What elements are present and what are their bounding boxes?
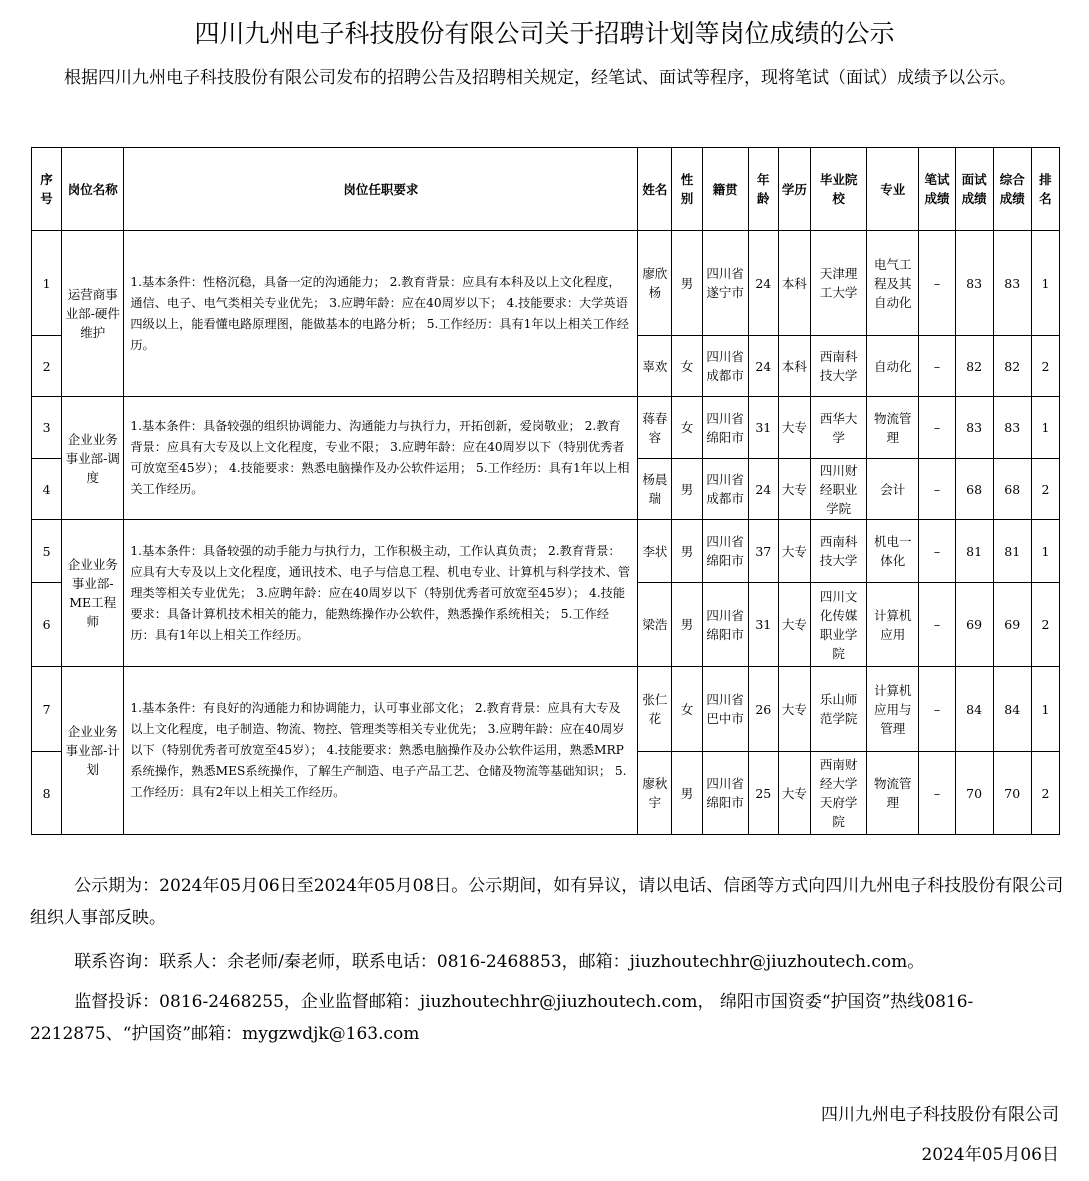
origin-cell: 四川省绵阳市 [702, 520, 748, 583]
name-cell: 廖欣杨 [638, 231, 672, 336]
school-cell: 西南科技大学 [810, 336, 866, 397]
total-score-cell: 82 [993, 336, 1031, 397]
position-requirement-cell: 1.基本条件：性格沉稳，具备一定的沟通能力； 2.教育背景：应具有本科及以上文化程度，通信、电子、电气类相关专业优先； 3.应聘年龄：应在40周岁以下； 4.技能要求：大学英语四级以上，能看懂电路原理图，能做基本的电路分析； 5.工作经历：具有1年以上相关工作经历。 [124, 231, 638, 397]
written-score-cell: – [919, 520, 955, 583]
interview-score-cell: 69 [955, 583, 993, 667]
major-cell: 机电一体化 [867, 520, 919, 583]
table-row [32, 520, 1060, 583]
position-requirement-cell: 1.基本条件：具备较强的动手能力与执行力，工作积极主动，工作认真负责； 2.教育背景：应具有大专及以上文化程度，通讯技术、电子与信息工程、机电专业、计算机与科学技术、管理类等相关专业优先； 3.应聘年龄：应在40周岁以下（特别优秀者可放宽至45岁）； 4.技能要求：具备计算机技术相关的能力，能熟练操作办公软件，熟悉操作系统相关； 5.工作经历：具有1年以上相关工作经历。 [124, 520, 638, 667]
major-cell: 电气工程及其自动化 [867, 231, 919, 336]
school-cell: 四川财经职业学院 [810, 459, 866, 520]
seq-cell: 2 [32, 336, 62, 397]
position-name-cell: 企业业务事业部-调度 [62, 397, 124, 520]
education-cell: 大专 [778, 520, 810, 583]
header-cell: 姓名 [638, 148, 672, 231]
rank-cell: 2 [1031, 752, 1059, 835]
table-header-row [32, 148, 1060, 231]
header-cell: 毕业院校 [810, 148, 866, 231]
written-score-cell: – [919, 231, 955, 336]
header-cell: 性别 [672, 148, 702, 231]
age-cell: 24 [748, 231, 778, 336]
rank-cell: 2 [1031, 459, 1059, 520]
gender-cell: 女 [672, 336, 702, 397]
age-cell: 31 [748, 583, 778, 667]
origin-cell: 四川省成都市 [702, 336, 748, 397]
written-score-cell: – [919, 336, 955, 397]
interview-score-cell: 70 [955, 752, 993, 835]
header-cell: 岗位任职要求 [124, 148, 638, 231]
name-cell: 杨晨瑞 [638, 459, 672, 520]
education-cell: 大专 [778, 752, 810, 835]
origin-cell: 四川省绵阳市 [702, 583, 748, 667]
interview-score-cell: 68 [955, 459, 993, 520]
header-cell: 序号 [32, 148, 62, 231]
seq-cell: 5 [32, 520, 62, 583]
header-cell: 专业 [867, 148, 919, 231]
total-score-cell: 70 [993, 752, 1031, 835]
seq-cell: 4 [32, 459, 62, 520]
total-score-cell: 83 [993, 231, 1031, 336]
gender-cell: 男 [672, 752, 702, 835]
school-cell: 四川文化传媒职业学院 [810, 583, 866, 667]
rank-cell: 2 [1031, 583, 1059, 667]
header-cell: 笔试成绩 [919, 148, 955, 231]
written-score-cell: – [919, 397, 955, 459]
header-cell: 面试成绩 [955, 148, 993, 231]
seq-cell: 8 [32, 752, 62, 835]
notice-paragraph: 公示期为：2024年05月06日至2024年05月08日。公示期间，如有异议，请以电话、信函等方式向四川九州电子科技股份有限公司 组织人事部反映。 [30, 876, 1064, 928]
seq-cell: 1 [32, 231, 62, 336]
position-requirement-cell: 1.基本条件：有良好的沟通能力和协调能力，认可事业部文化； 2.教育背景：应具有大专及以上文化程度，电子制造、物流、物控、管理类等相关专业优先； 3.应聘年龄：应在40周岁以下（特别优秀者可放宽至45岁）； 4.技能要求：熟悉电脑操作及办公软件运用，熟悉MRP系统操作，熟悉MES系统操作，了解生产制造、电子产品工艺、仓储及物流等基础知识； 5.工作经历：具有2年以上相关工作经历。 [124, 667, 638, 835]
intro-paragraph: 根据四川九州电子科技股份有限公司发布的招聘公告及招聘相关规定，经笔试、面试等程序，现将笔试（面试）成绩予以公示。 [64, 68, 1016, 88]
education-cell: 本科 [778, 336, 810, 397]
gender-cell: 男 [672, 520, 702, 583]
written-score-cell: – [919, 667, 955, 752]
position-name-cell: 企业业务事业部-计划 [62, 667, 124, 835]
position-name-cell: 企业业务事业部-ME工程师 [62, 520, 124, 667]
seq-cell: 7 [32, 667, 62, 752]
school-cell: 天津理工大学 [810, 231, 866, 336]
header-cell: 学历 [778, 148, 810, 231]
school-cell: 乐山师范学院 [810, 667, 866, 752]
origin-cell: 四川省巴中市 [702, 667, 748, 752]
header-cell: 岗位名称 [62, 148, 124, 231]
major-cell: 会计 [867, 459, 919, 520]
school-cell: 西南科技大学 [810, 520, 866, 583]
origin-cell: 四川省绵阳市 [702, 397, 748, 459]
interview-score-cell: 83 [955, 231, 993, 336]
results-table [31, 147, 1060, 835]
name-cell: 廖秋宇 [638, 752, 672, 835]
gender-cell: 男 [672, 583, 702, 667]
position-requirement-cell: 1.基本条件：具备较强的组织协调能力、沟通能力与执行力，开拓创新，爱岗敬业； 2.教育背景：应具有大专及以上文化程度，专业不限； 3.应聘年龄：应在40周岁以下（特别优秀者可放宽至45岁）； 4.技能要求：熟悉电脑操作及办公软件运用； 5.工作经历：具有1年以上相关工作经历。 [124, 397, 638, 520]
age-cell: 31 [748, 397, 778, 459]
written-score-cell: – [919, 583, 955, 667]
age-cell: 37 [748, 520, 778, 583]
name-cell: 张仁花 [638, 667, 672, 752]
header-cell: 年龄 [748, 148, 778, 231]
major-cell: 物流管理 [867, 397, 919, 459]
age-cell: 24 [748, 459, 778, 520]
table-row [32, 667, 1060, 752]
rank-cell: 1 [1031, 520, 1059, 583]
gender-cell: 女 [672, 667, 702, 752]
company-signature: 四川九州电子科技股份有限公司 [821, 1105, 1059, 1125]
seq-cell: 6 [32, 583, 62, 667]
rank-cell: 1 [1031, 231, 1059, 336]
origin-cell: 四川省成都市 [702, 459, 748, 520]
total-score-cell: 81 [993, 520, 1031, 583]
written-score-cell: – [919, 752, 955, 835]
education-cell: 本科 [778, 231, 810, 336]
major-cell: 计算机应用与管理 [867, 667, 919, 752]
rank-cell: 2 [1031, 336, 1059, 397]
written-score-cell: – [919, 459, 955, 520]
interview-score-cell: 82 [955, 336, 993, 397]
total-score-cell: 68 [993, 459, 1031, 520]
education-cell: 大专 [778, 459, 810, 520]
rank-cell: 1 [1031, 667, 1059, 752]
name-cell: 李状 [638, 520, 672, 583]
age-cell: 25 [748, 752, 778, 835]
gender-cell: 男 [672, 459, 702, 520]
origin-cell: 四川省遂宁市 [702, 231, 748, 336]
interview-score-cell: 81 [955, 520, 993, 583]
header-cell: 排名 [1031, 148, 1059, 231]
interview-score-cell: 84 [955, 667, 993, 752]
name-cell: 蒋春容 [638, 397, 672, 459]
position-name-cell: 运营商事业部-硬件维护 [62, 231, 124, 397]
gender-cell: 女 [672, 397, 702, 459]
education-cell: 大专 [778, 397, 810, 459]
supervise-paragraph: 监督投诉：0816-2468255，企业监督邮箱：jiuzhoutechhr@jiuzhoutech.com， 绵阳市国资委“护国资”热线0816-2212875、“护国资”邮箱：mygzwdjk@163.com [30, 992, 974, 1044]
major-cell: 物流管理 [867, 752, 919, 835]
contact-paragraph: 联系咨询：联系人：余老师/秦老师，联系电话：0816-2468853，邮箱：jiuzhoutechhr@jiuzhoutech.com。 [74, 952, 925, 972]
header-cell: 综合成绩 [993, 148, 1031, 231]
seq-cell: 3 [32, 397, 62, 459]
interview-score-cell: 83 [955, 397, 993, 459]
school-cell: 西南财经大学天府学院 [810, 752, 866, 835]
rank-cell: 1 [1031, 397, 1059, 459]
table-row [32, 397, 1060, 459]
gender-cell: 男 [672, 231, 702, 336]
age-cell: 24 [748, 336, 778, 397]
signature-date: 2024年05月06日 [921, 1145, 1059, 1165]
total-score-cell: 69 [993, 583, 1031, 667]
page-title: 四川九州电子科技股份有限公司关于招聘计划等岗位成绩的公示 [194, 19, 895, 48]
name-cell: 辜欢 [638, 336, 672, 397]
major-cell: 自动化 [867, 336, 919, 397]
major-cell: 计算机应用 [867, 583, 919, 667]
total-score-cell: 84 [993, 667, 1031, 752]
education-cell: 大专 [778, 667, 810, 752]
header-cell: 籍贯 [702, 148, 748, 231]
name-cell: 梁浩 [638, 583, 672, 667]
school-cell: 西华大学 [810, 397, 866, 459]
total-score-cell: 83 [993, 397, 1031, 459]
origin-cell: 四川省绵阳市 [702, 752, 748, 835]
table-row [32, 231, 1060, 336]
education-cell: 大专 [778, 583, 810, 667]
age-cell: 26 [748, 667, 778, 752]
